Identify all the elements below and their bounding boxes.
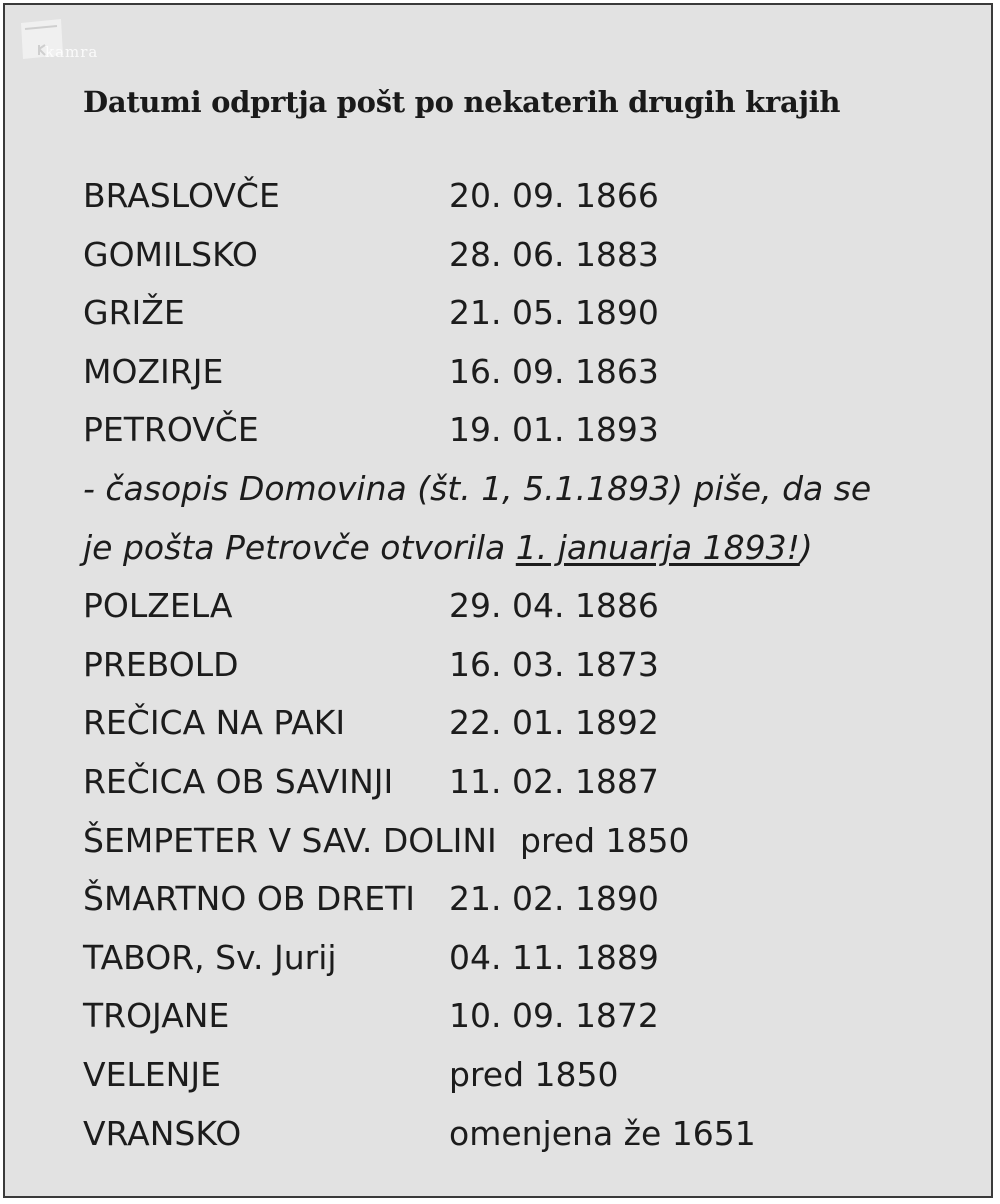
kamra-logo [15,15,115,63]
logo-text: kamra [45,43,99,61]
place-name: REČICA NA PAKI [83,703,346,743]
list-item [83,401,963,460]
place-name: PREBOLD [83,644,239,684]
opening-date: 22. 01. 1892 [449,703,659,743]
place-name: VRANSKO [83,1113,242,1153]
opening-date: 16. 03. 1873 [449,644,659,684]
opening-date: 28. 06. 1883 [449,234,659,274]
list-item [83,226,963,285]
place-name: PETROVČE [83,410,259,450]
note-line-1: - časopis Domovina (št. 1, 5.1.1893) piše, da se [83,468,872,508]
list-item [83,870,963,929]
place-name: VELENJE [83,1054,221,1094]
place-name: BRASLOVČE [83,176,280,215]
list-item [83,812,963,871]
list-item [83,929,963,988]
page-title: Datumi odprtja pošt po nekaterih drugih krajih [83,85,841,119]
place-name: ŠMARTNO OB DRETI [83,879,416,919]
opening-date: omenjena že 1651 [449,1113,756,1153]
place-name: REČICA OB SAVINJI [83,761,394,801]
note-text: je pošta Petrovče otvorila [83,527,516,567]
opening-date: pred 1850 [449,1054,619,1094]
note-underlined-date: 1. januarja 1893! [515,527,800,567]
opening-date: 16. 09. 1863 [449,351,659,391]
list-item [83,694,963,753]
opening-date: 21. 02. 1890 [449,879,659,919]
note-closing: ) [799,527,813,567]
place-name: MOZIRJE [83,351,224,391]
note-line-2 [83,519,963,578]
list-item [83,987,963,1046]
list-item [83,753,963,812]
list-item [83,167,963,226]
opening-date: 11. 02. 1887 [449,761,659,801]
post-office-list [83,167,963,1163]
place-name: TROJANE [83,996,230,1036]
opening-date: 10. 09. 1872 [449,996,659,1036]
opening-date: 29. 04. 1886 [449,586,659,626]
opening-date: 19. 01. 1893 [449,410,659,450]
place-name: ŠEMPETER V SAV. DOLINI [83,820,497,860]
list-item [83,577,963,636]
list-item [83,1046,963,1105]
place-name: GOMILSKO [83,234,258,274]
opening-date: 21. 05. 1890 [449,293,659,333]
list-item [83,284,963,343]
opening-date: 20. 09. 1866 [449,176,659,215]
opening-date: 04. 11. 1889 [449,937,659,977]
list-item [83,636,963,695]
list-item [83,1105,963,1164]
document-page [3,3,993,1198]
opening-date: pred 1850 [520,820,690,860]
place-name: GRIŽE [83,293,185,333]
place-name: POLZELA [83,586,233,626]
list-item [83,343,963,402]
place-name: TABOR, Sv. Jurij [83,937,337,977]
